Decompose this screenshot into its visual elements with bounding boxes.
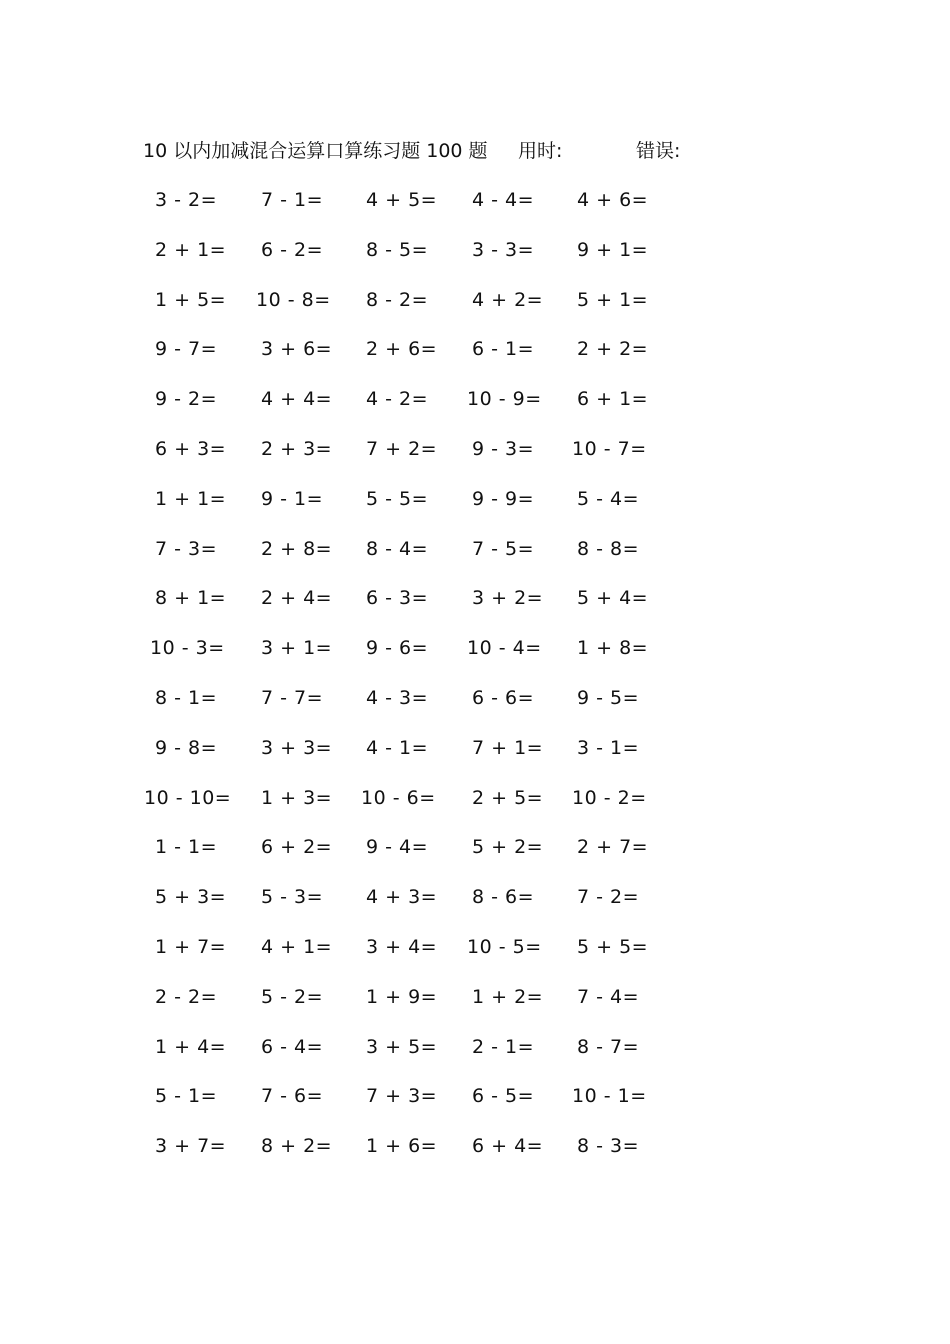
problem-row — [0, 535, 950, 563]
problem-item: 4 - 2= — [366, 388, 429, 410]
problem-item: 6 - 3= — [366, 587, 429, 609]
problem-item: 7 - 2= — [577, 886, 640, 908]
problem-item: 4 + 4= — [261, 388, 333, 410]
problem-item: 10 - 7= — [572, 438, 647, 460]
problem-row — [0, 634, 950, 662]
problem-item: 2 + 1= — [155, 239, 227, 261]
problem-item: 8 + 2= — [261, 1135, 333, 1157]
problem-item: 7 - 4= — [577, 986, 640, 1008]
problem-item: 1 + 1= — [155, 488, 227, 510]
problem-item: 7 + 2= — [366, 438, 438, 460]
problem-item: 1 + 2= — [472, 986, 544, 1008]
problem-item: 3 + 1= — [261, 637, 333, 659]
problem-row — [0, 435, 950, 463]
problem-item: 9 + 1= — [577, 239, 649, 261]
problem-item: 10 - 1= — [572, 1085, 647, 1107]
problem-item: 7 - 6= — [261, 1085, 324, 1107]
problem-item: 6 - 2= — [261, 239, 324, 261]
problem-item: 9 - 2= — [155, 388, 218, 410]
problem-item: 8 - 5= — [366, 239, 429, 261]
problem-item: 7 + 1= — [472, 737, 544, 759]
problem-row — [0, 286, 950, 314]
problem-item: 2 + 6= — [366, 338, 438, 360]
problem-item: 4 + 5= — [366, 189, 438, 211]
problem-row — [0, 236, 950, 264]
problem-item: 1 + 3= — [261, 787, 333, 809]
problem-row — [0, 186, 950, 214]
problem-item: 1 + 9= — [366, 986, 438, 1008]
problem-item: 1 + 7= — [155, 936, 227, 958]
problem-item: 9 - 6= — [366, 637, 429, 659]
problem-item: 9 - 1= — [261, 488, 324, 510]
problem-item: 9 - 7= — [155, 338, 218, 360]
problem-item: 5 - 5= — [366, 488, 429, 510]
problem-item: 6 - 6= — [472, 687, 535, 709]
problem-item: 4 - 1= — [366, 737, 429, 759]
problem-item: 2 + 8= — [261, 538, 333, 560]
problem-row — [0, 1033, 950, 1061]
problem-item: 6 + 1= — [577, 388, 649, 410]
problem-item: 5 + 5= — [577, 936, 649, 958]
problem-item: 9 - 5= — [577, 687, 640, 709]
problem-item: 3 - 3= — [472, 239, 535, 261]
problem-item: 6 - 5= — [472, 1085, 535, 1107]
problem-item: 10 - 6= — [361, 787, 436, 809]
problem-item: 4 - 3= — [366, 687, 429, 709]
problem-item: 10 - 2= — [572, 787, 647, 809]
problem-item: 3 + 7= — [155, 1135, 227, 1157]
problem-row — [0, 485, 950, 513]
problem-row — [0, 734, 950, 762]
errors-label: 错误: — [636, 140, 681, 162]
problem-row — [0, 933, 950, 961]
problem-item: 8 - 4= — [366, 538, 429, 560]
problem-item: 4 + 2= — [472, 289, 544, 311]
problem-item: 8 - 7= — [577, 1036, 640, 1058]
problem-item: 2 + 7= — [577, 836, 649, 858]
problem-item: 4 - 4= — [472, 189, 535, 211]
problem-item: 9 - 8= — [155, 737, 218, 759]
problem-row — [0, 335, 950, 363]
problem-item: 5 + 2= — [472, 836, 544, 858]
problem-item: 8 - 2= — [366, 289, 429, 311]
problem-item: 5 + 3= — [155, 886, 227, 908]
problem-item: 5 + 4= — [577, 587, 649, 609]
problem-item: 10 - 8= — [256, 289, 331, 311]
problem-item: 8 - 1= — [155, 687, 218, 709]
problem-item: 5 + 1= — [577, 289, 649, 311]
problem-item: 6 - 1= — [472, 338, 535, 360]
problem-item: 1 + 6= — [366, 1135, 438, 1157]
problem-item: 8 - 8= — [577, 538, 640, 560]
problem-item: 7 - 1= — [261, 189, 324, 211]
problem-item: 1 + 4= — [155, 1036, 227, 1058]
problem-row — [0, 883, 950, 911]
worksheet-title: 10 以内加减混合运算口算练习题 100 题 — [143, 140, 488, 162]
problem-item: 10 - 5= — [467, 936, 542, 958]
problem-item: 6 + 3= — [155, 438, 227, 460]
problem-item: 6 - 4= — [261, 1036, 324, 1058]
problem-item: 10 - 3= — [150, 637, 225, 659]
problem-item: 10 - 9= — [467, 388, 542, 410]
problem-row — [0, 983, 950, 1011]
problem-row — [0, 584, 950, 612]
problem-item: 6 + 4= — [472, 1135, 544, 1157]
problem-item: 3 + 5= — [366, 1036, 438, 1058]
problem-item: 2 + 5= — [472, 787, 544, 809]
problem-row — [0, 1132, 950, 1160]
problem-item: 2 + 2= — [577, 338, 649, 360]
problem-item: 7 - 5= — [472, 538, 535, 560]
time-used-label: 用时: — [518, 140, 563, 162]
problem-item: 4 + 1= — [261, 936, 333, 958]
problem-item: 3 - 1= — [577, 737, 640, 759]
problem-item: 5 - 2= — [261, 986, 324, 1008]
worksheet-header — [143, 137, 843, 165]
problem-item: 2 - 1= — [472, 1036, 535, 1058]
problem-item: 1 + 8= — [577, 637, 649, 659]
problem-item: 7 + 3= — [366, 1085, 438, 1107]
problem-row — [0, 1082, 950, 1110]
problem-row — [0, 833, 950, 861]
problem-item: 8 - 3= — [577, 1135, 640, 1157]
problem-item: 9 - 3= — [472, 438, 535, 460]
problem-item: 7 - 7= — [261, 687, 324, 709]
problem-item: 2 - 2= — [155, 986, 218, 1008]
problem-item: 9 - 4= — [366, 836, 429, 858]
problem-item: 4 + 3= — [366, 886, 438, 908]
problem-item: 10 - 4= — [467, 637, 542, 659]
problem-item: 3 + 3= — [261, 737, 333, 759]
problem-item: 5 - 1= — [155, 1085, 218, 1107]
problem-item: 5 - 3= — [261, 886, 324, 908]
problem-item: 7 - 3= — [155, 538, 218, 560]
problem-grid — [0, 186, 950, 1186]
problem-item: 5 - 4= — [577, 488, 640, 510]
problem-row — [0, 684, 950, 712]
problem-item: 3 + 4= — [366, 936, 438, 958]
problem-item: 8 - 6= — [472, 886, 535, 908]
problem-item: 10 - 10= — [144, 787, 232, 809]
problem-item: 1 + 5= — [155, 289, 227, 311]
problem-item: 6 + 2= — [261, 836, 333, 858]
problem-item: 8 + 1= — [155, 587, 227, 609]
problem-item: 4 + 6= — [577, 189, 649, 211]
problem-item: 1 - 1= — [155, 836, 218, 858]
problem-item: 2 + 4= — [261, 587, 333, 609]
problem-row — [0, 784, 950, 812]
problem-item: 3 + 2= — [472, 587, 544, 609]
problem-row — [0, 385, 950, 413]
problem-item: 3 + 6= — [261, 338, 333, 360]
problem-item: 3 - 2= — [155, 189, 218, 211]
problem-item: 9 - 9= — [472, 488, 535, 510]
problem-item: 2 + 3= — [261, 438, 333, 460]
